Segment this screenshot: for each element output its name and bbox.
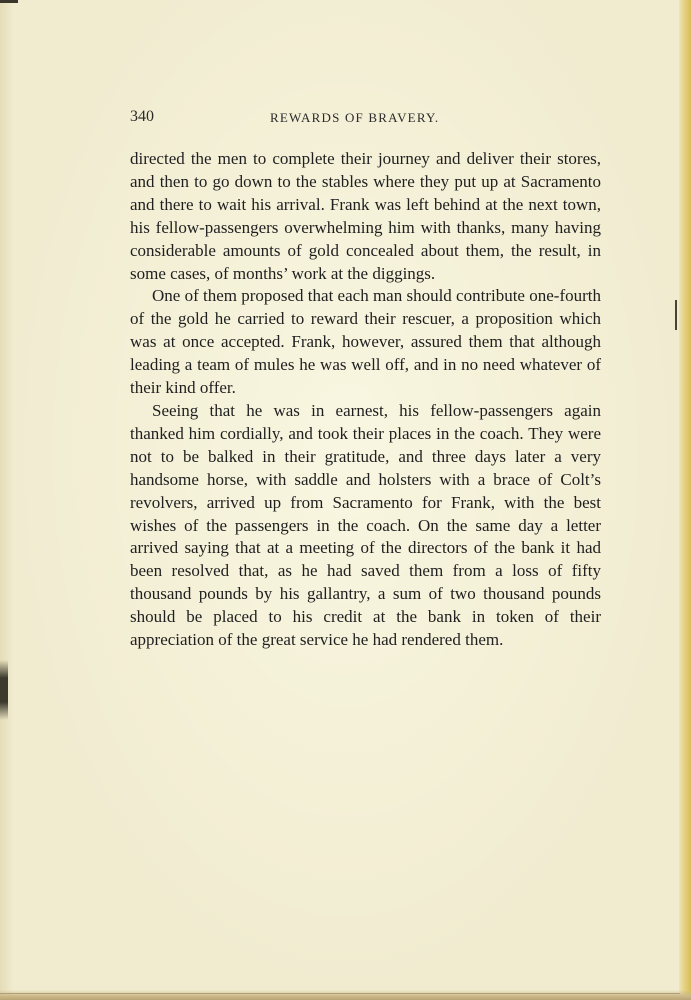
binding-shadow xyxy=(0,660,8,720)
page-edge xyxy=(679,0,691,1000)
margin-mark xyxy=(675,300,677,330)
body-text xyxy=(130,148,601,652)
running-head: REWARDS OF BRAVERY. xyxy=(270,110,440,125)
page-edge-mark xyxy=(0,0,18,3)
paragraph: Seeing that he was in earnest, his fellow-passengers again thanked him cordially, and took their places in the coach. They were not to be balked in their gratitude, and three days later a very handsome horse, with saddle and holsters with a brace of Colt’s revolvers, arrived up from Sacramento for Frank, with the best wishes of the passengers in the coach. On the same day a letter arrived saying that at a meeting of the directors of the bank it had been resolved that, as he had saved them from a loss of fifty thousand pounds by his gallantry, a sum of two thousand pounds should be placed to his credit at the bank in token of their appreciation of the great service he had rendered them. xyxy=(130,400,601,650)
paragraph: One of them proposed that each man should contribute one-fourth of the gold he carried to reward their rescuer, a proposition which was at once accepted. Frank, however, assured them that although leading a team of mules he was well off, and in no need whatever of their kind offer. xyxy=(130,286,601,398)
page-number: 340 xyxy=(130,108,154,125)
page-header xyxy=(130,108,600,130)
paragraph: directed the men to complete their journey and deliver their stores, and then to go down to the stables where they put up at Sacramento and there to wait his arrival. Frank was left behind at the next town, his fellow-passengers overwhelming him with thanks, many having considerable amounts of gold concealed about them, the result, in some cases, of months’ work at the diggings. xyxy=(130,149,601,283)
page-bottom-edge xyxy=(0,990,691,1000)
